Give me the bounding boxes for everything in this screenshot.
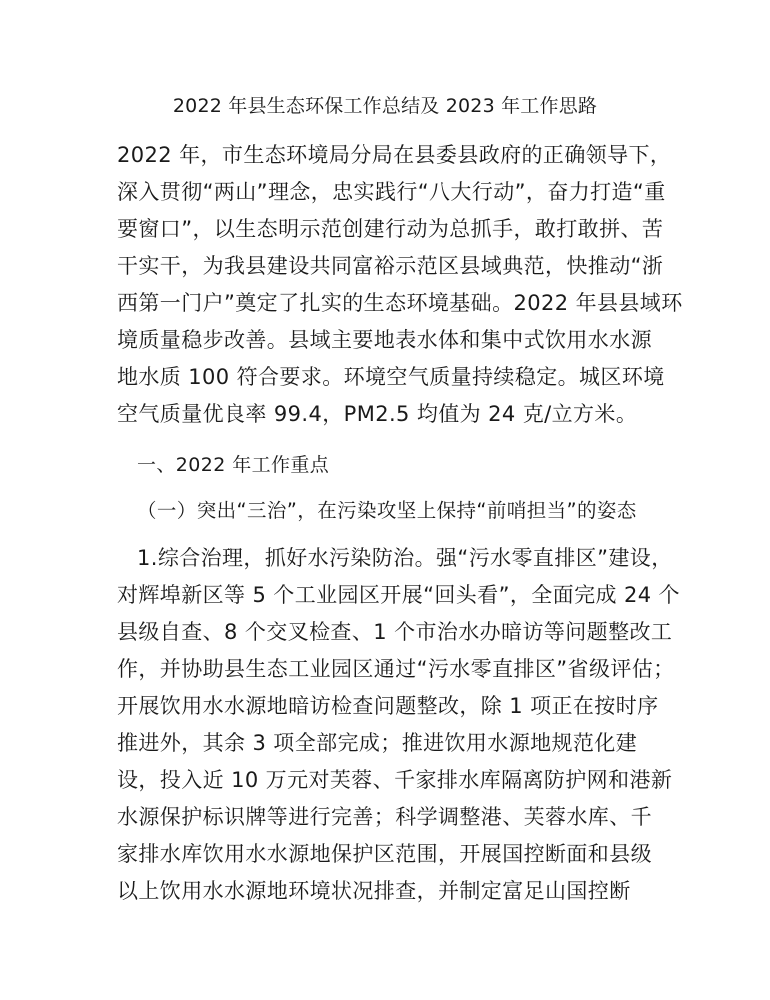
document-title: 2022 年县生态环保工作总结及 2023 年工作思路 <box>172 95 598 117</box>
intro-line: 要窗口”，以生态明示范创建行动为总抓手，敢打敢拼、苦 <box>117 217 664 241</box>
body-line: 作，并协助县生态工业园区通过“污水零直排区”省级评估； <box>117 657 675 681</box>
intro-line: 空气质量优良率 99.4，PM2.5 均值为 24 克/立方米。 <box>117 402 638 426</box>
body-line: 设，投入近 10 万元对芙蓉、千家排水库隔离防护网和港新 <box>117 768 673 792</box>
body-line: 水源保护标识牌等进行完善；科学调整港、芙蓉水库、千 <box>117 805 652 829</box>
body-line: 开展饮用水水源地暗访检查问题整改，除 1 项正在按时序 <box>117 694 659 718</box>
intro-line: 西第一门户”奠定了扎实的生态环境基础。2022 年县县域环 <box>117 291 683 315</box>
intro-line: 地水质 100 符合要求。环境空气质量持续稳定。城区环境 <box>117 365 665 389</box>
intro-line: 干实干，为我县建设共同富裕示范区县域典范，快推动“浙 <box>117 254 664 278</box>
body-line: 推进外，其余 3 项全部完成；推进饮用水源地规范化建 <box>117 731 638 755</box>
body-line: 对辉埠新区等 5 个工业园区开展“回头看”，全面完成 24 个 <box>117 583 680 607</box>
section-heading: 一、2022 年工作重点 <box>137 454 330 476</box>
body-line: 县级自查、8 个交叉检查、1 个市治水办暗访等问题整改工 <box>117 620 673 644</box>
intro-line: 境质量稳步改善。县域主要地表水体和集中式饮用水水源 <box>117 328 652 352</box>
intro-line: 深入贯彻“两山”理念，忠实践行“八大行动”，奋力打造“重 <box>117 180 666 204</box>
intro-line: 2022 年，市生态环境局分局在县委县政府的正确领导下， <box>117 143 672 167</box>
body-line: 家排水库饮用水水源地保护区范围，开展国控断面和县级 <box>117 842 652 866</box>
subsection-heading: （一）突出“三治”，在污染攻坚上保持“前哨担当”的姿态 <box>137 499 637 522</box>
body-line: 以上饮用水水源地环境状况排查，并制定富足山国控断 <box>117 879 631 903</box>
body-line: 1.综合治理，抓好水污染防治。强“污水零直排区”建设， <box>137 546 673 570</box>
